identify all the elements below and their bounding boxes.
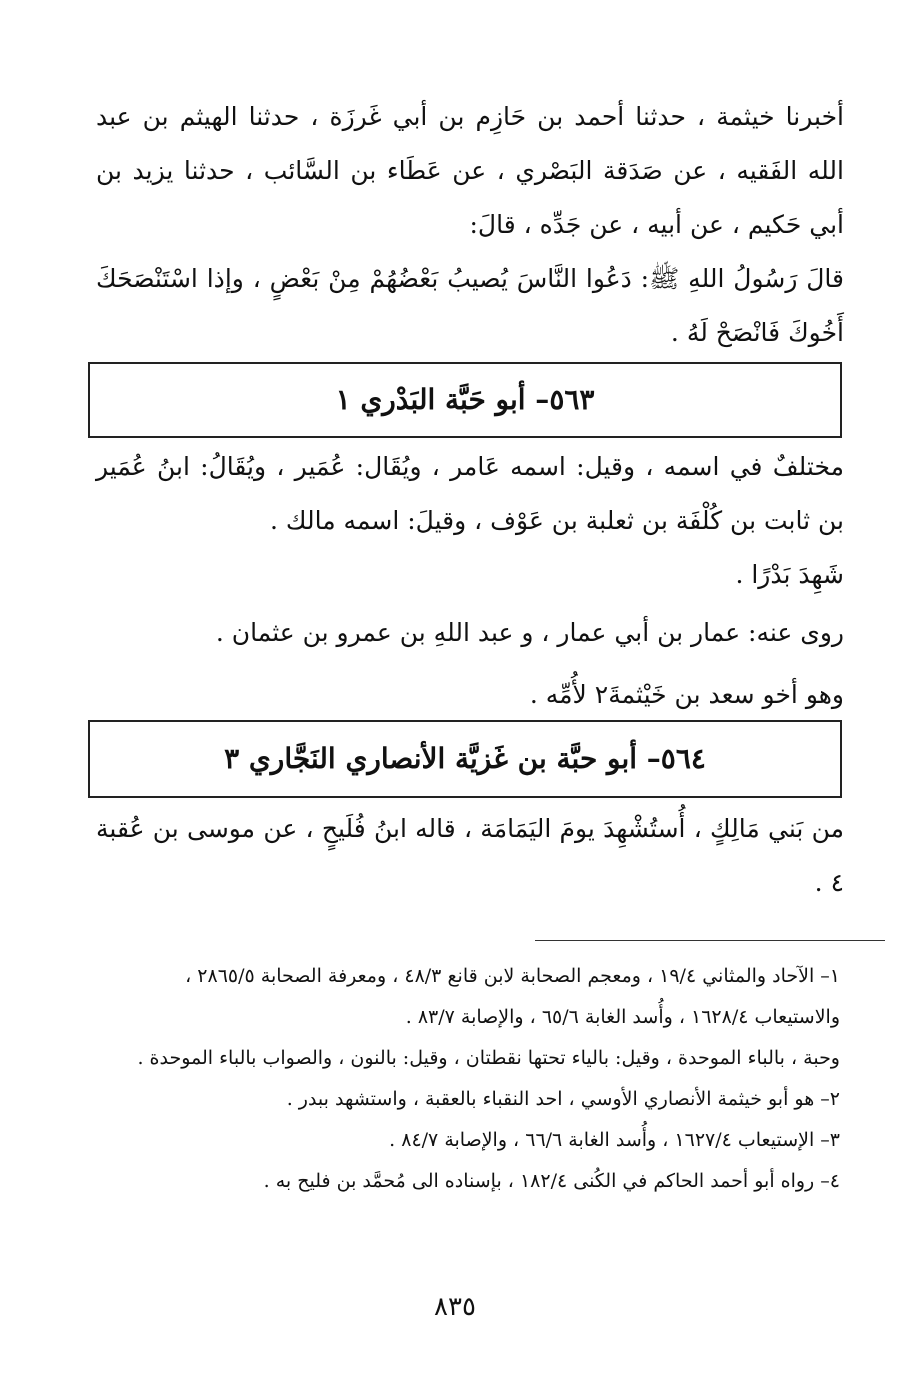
- page-number: ٨٣٥: [434, 1292, 476, 1322]
- entry-563-badr-line: شَهِدَ بَدْرًا .: [735, 560, 844, 589]
- entry-564-paragraph: من بَني مَالِكٍ ، أُستُشْهِدَ يومَ اليَمَامَة ، قاله ابنُ فُلَيحٍ ، عن موسى بن عُقبة ٤ .: [96, 814, 844, 897]
- entry-564-heading: ٥٦٤– أبو حبَّة بن غَزيَّة الأنصاري النَجَّاري ٣: [88, 720, 842, 798]
- entry-564-body: [96, 802, 844, 910]
- footnotes: [100, 956, 840, 1202]
- footnote-separator: [535, 940, 885, 941]
- entry-563-heading: ٥٦٣– أبو حَبَّة البَدْري ١: [88, 362, 842, 438]
- entry-563-body: [96, 440, 844, 722]
- footnote-3: ٣– الإستيعاب ١٦٢٧/٤ ، وأُسد الغابة ٦٦/٦ ، والإصابة ٨٤/٧ .: [389, 1129, 840, 1151]
- footnote-4: ٤– رواه أبو أحمد الحاكم في الكُنى ١٨٢/٤ ، بإسناده الى مُحمَّد بن فليح به .: [263, 1170, 840, 1192]
- entry-563-narrators-line: روى عنه: عمار بن أبي عمار ، و عبد اللهِ بن عمرو بن عثمان .: [215, 618, 844, 647]
- entry-563-brother-line: وهو أخو سعد بن خَيْثمةَ٢ لأُمِّه .: [529, 680, 844, 709]
- footnote-2: ٢– هو أبو خيثمة الأنصاري الأوسي ، احد النقباء بالعقبة ، واستشهد ببدر .: [286, 1088, 840, 1110]
- hadith-paragraph: قالَ رَسُولُ اللهِ ﷺ: دَعُوا النَّاسَ يُصيبُ بَعْضُهُمْ مِنْ بَعْضٍ ، وإذا اسْتَنْصَحَكَ أَخُوكَ فَانْصَحْ لَهُ .: [96, 264, 844, 347]
- footnote-1-continuation: وحبة ، بالباء الموحدة ، وقيل: بالياء تحتها نقطتان ، وقيل: بالنون ، والصواب بالباء الموحدة .: [137, 1047, 840, 1069]
- entry-563-name-paragraph: مختلفٌ في اسمه ، وقيل: اسمه عَامر ، ويُقَال: عُمَير ، ويُقَالُ: ابنُ عُمَير بن ثابت بن كُلْفَة بن ثعلبة بن عَوْف ، وقيلَ: اسمه مالك .: [96, 452, 844, 535]
- intro-section: [96, 90, 844, 360]
- footnote-1: ١– الآحاد والمثاني ١٩/٤ ، ومعجم الصحابة لابن قانع ٤٨/٣ ، ومعرفة الصحابة ٢٨٦٥/٥ ، والاستيعاب ١٦٢٨/٤ ، وأُسد الغابة ٦٥/٦ ، والإصابة ٨٣/٧ .: [185, 965, 840, 1028]
- isnad-paragraph: أخبرنا خيثمة ، حدثنا أحمد بن حَازِم بن أبي غَرزَة ، حدثنا الهيثم بن عبد الله الفَقيه ، عن صَدَقة البَصْري ، عن عَطَاء بن السَّائب ، حدثنا يزيد بن أبي حَكيم ، عن أبيه ، عن جَدِّه ، قالَ:: [96, 102, 844, 239]
